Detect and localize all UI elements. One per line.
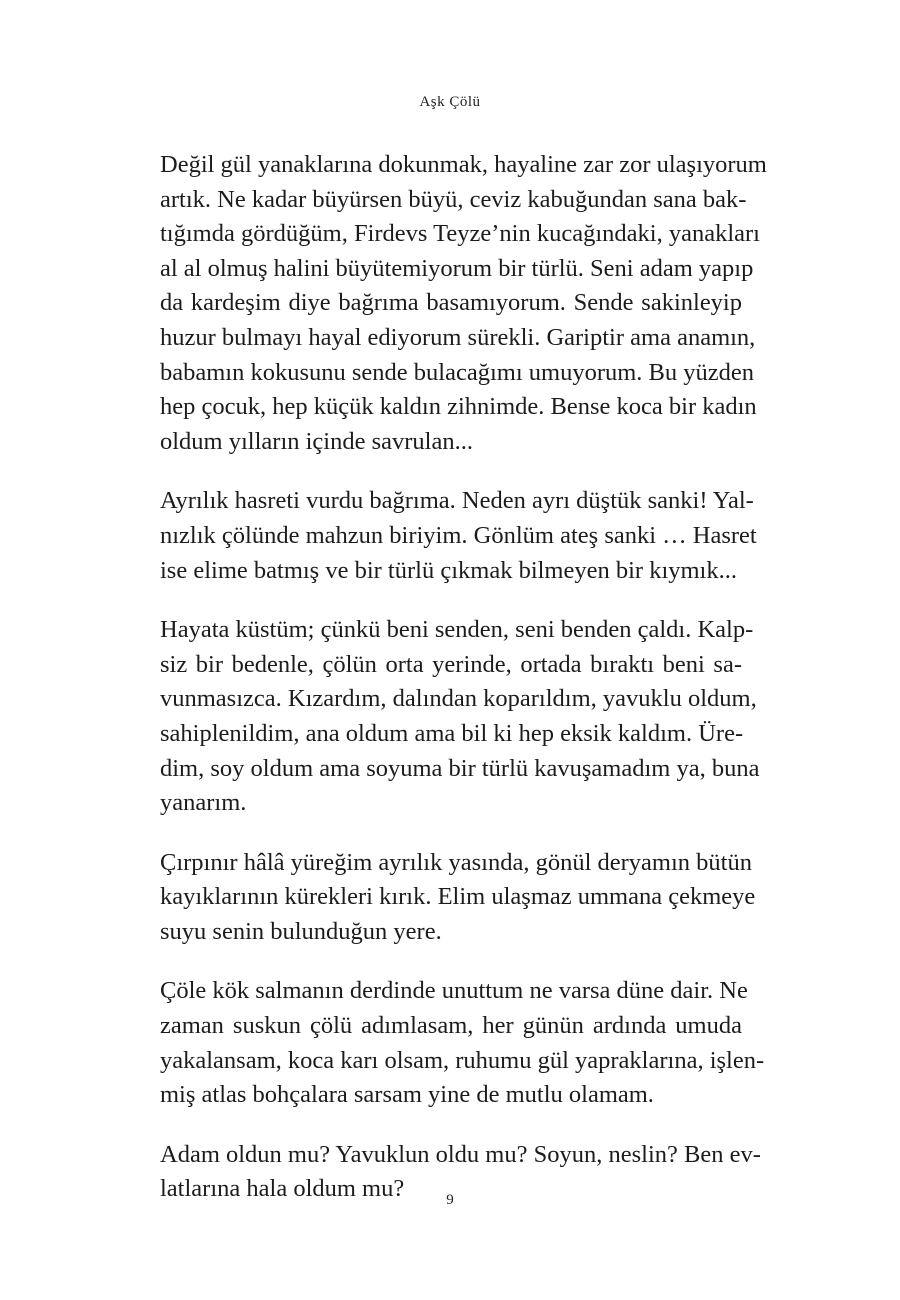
text-line: miş atlas bohçalara sarsam yine de mutlu olamam. — [160, 1081, 654, 1109]
text-line: huzur bulmayı hayal ediyorum sürekli. Gariptir ama anamın, — [160, 323, 756, 351]
text-line: ise elime batmış ve bir türlü çıkmak bilmeyen bir kıymık... — [160, 556, 737, 584]
text-line: yanarım. — [160, 789, 247, 817]
text-line: nızlık çölünde mahzun biriyim. Gönlüm ateş sanki … Hasret — [160, 521, 757, 549]
text-line: Değil gül yanaklarına dokunmak, hayaline zar zor ulaşıyorum — [160, 151, 767, 178]
text-line: Hayata küstüm; çünkü beni senden, seni benden çaldı. Kalp- — [160, 616, 754, 644]
page-number: 9 — [446, 1192, 454, 1208]
text-line: suyu senin bulunduğun yere. — [160, 917, 442, 945]
body-text — [160, 148, 767, 1232]
text-line: sahiplenildim, ana oldum ama bil ki hep eksik kaldım. Üre- — [160, 719, 744, 747]
text-line: hep çocuk, hep küçük kaldın zihnimde. Bense koca bir kadın — [160, 393, 757, 421]
text-line: Adam oldun mu? Yavuklun oldu mu? Soyun, neslin? Ben ev- — [160, 1140, 761, 1168]
text-line: zaman suskun çölü adımlasam, her günün ardında umuda — [160, 1012, 742, 1040]
text-line: latlarına hala oldum mu? — [160, 1175, 405, 1203]
text-line: da kardeşim diye bağrıma basamıyorum. Sende sakinleyip — [160, 289, 742, 317]
text-line: tığımda gördüğüm, Firdevs Teyze’nin kucağındaki, yanakları — [160, 220, 760, 248]
text-line: siz bir bedenle, çölün orta yerinde, ortada bıraktı beni sa- — [160, 650, 742, 678]
paragraph-4 — [160, 846, 756, 950]
paragraph-2 — [160, 484, 757, 588]
text-line: al al olmuş halini büyütemiyorum bir türlü. Seni adam yapıp — [160, 254, 754, 282]
paragraph-5 — [160, 974, 765, 1112]
running-header: Aşk Çölü — [419, 94, 481, 110]
text-line: artık. Ne kadar büyürsen büyü, ceviz kabuğundan sana bak- — [160, 185, 747, 213]
paragraph-3 — [160, 613, 760, 821]
text-line: vunmasızca. Kızardım, dalından koparıldım, yavuklu oldum, — [160, 685, 757, 713]
text-line: Çırpınır hâlâ yüreğim ayrılık yasında, gönül deryamın bütün — [160, 848, 752, 876]
text-line: oldum yılların içinde savrulan... — [160, 427, 473, 455]
text-line: yakalansam, koca karı olsam, ruhumu gül yapraklarına, işlen- — [160, 1046, 765, 1074]
text-line: dim, soy oldum ama soyuma bir türlü kavuşamadım ya, buna — [160, 754, 760, 782]
text-line: babamın kokusunu sende bulacağımı umuyorum. Bu yüzden — [160, 358, 755, 386]
text-line: Çöle kök salmanın derdinde unuttum ne varsa düne dair. Ne — [160, 977, 748, 1005]
text-line: kayıklarının kürekleri kırık. Elim ulaşmaz ummana çekmeye — [160, 883, 756, 911]
text-line: Ayrılık hasreti vurdu bağrıma. Neden ayrı düştük sanki! Yal- — [160, 487, 754, 515]
paragraph-1 — [160, 148, 767, 459]
